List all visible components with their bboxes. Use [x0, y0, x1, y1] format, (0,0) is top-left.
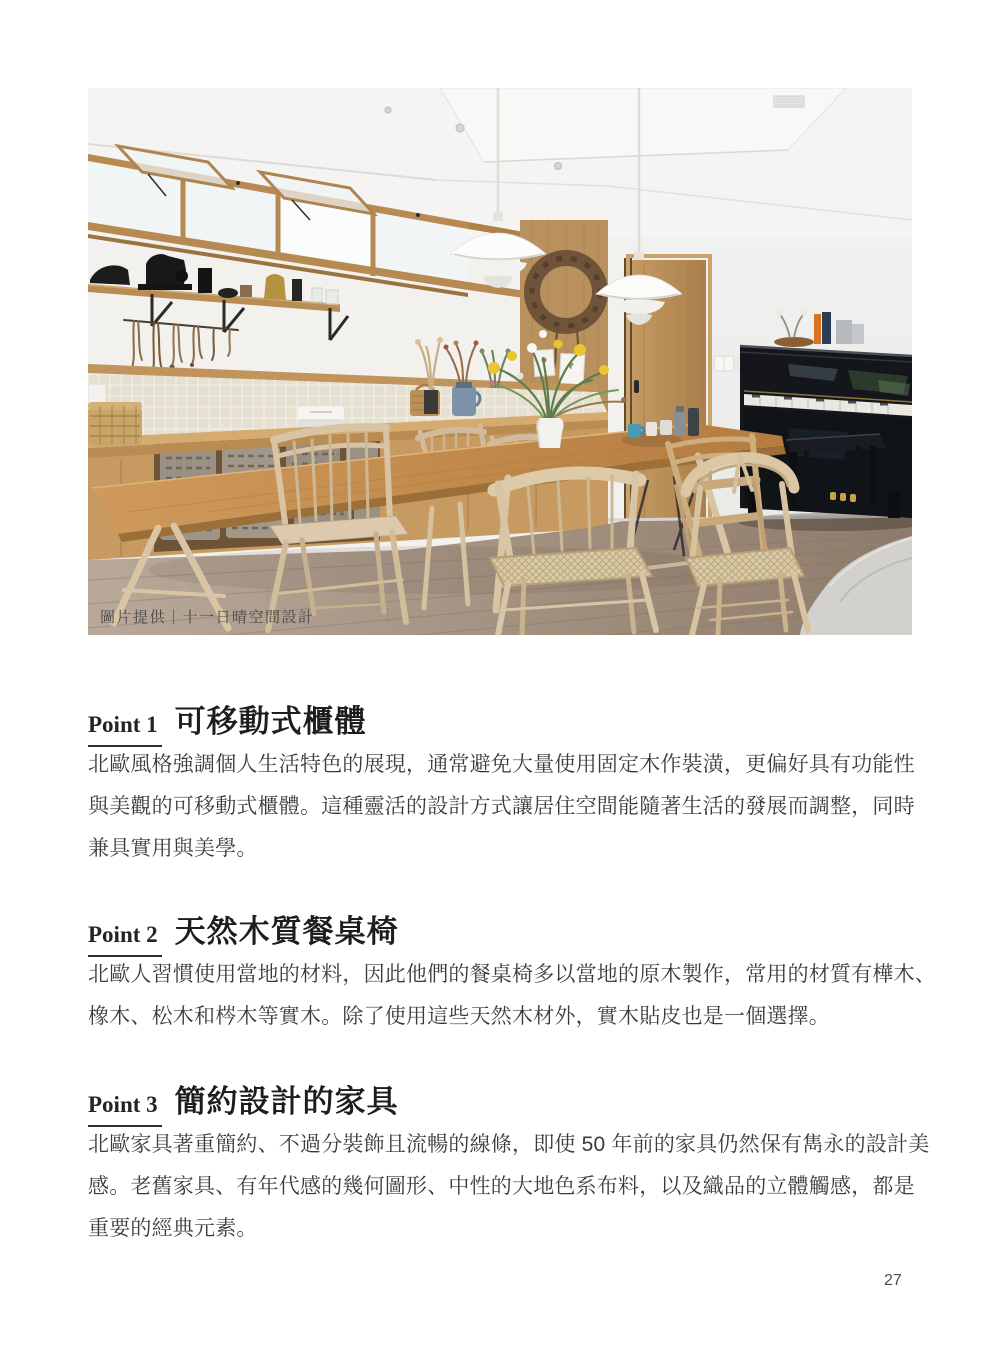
clay-cup [240, 285, 252, 297]
downlight [385, 107, 391, 113]
point-2-label: Point 2 [88, 922, 162, 957]
thermos [688, 408, 699, 436]
wooden-tray [774, 337, 814, 347]
glass-cup [326, 290, 338, 304]
point-3-heading [88, 1076, 399, 1127]
point-1-body [88, 744, 944, 870]
tissue-box [298, 406, 344, 427]
page-number: 27 [884, 1272, 902, 1289]
brass-pitcher [264, 274, 286, 300]
point-2-title: 天然木質餐桌椅 [174, 914, 399, 949]
body-line: 感。老舊家具、有年代感的幾何圖形、中性的大地色系布料，以及織品的立體觸感，都是 [88, 1175, 915, 1198]
point-3-title: 簡約設計的家具 [174, 1084, 399, 1119]
book [822, 312, 831, 344]
body-line: 北歐人習慣使用當地的材料，因此他們的餐桌椅多以當地的原木製作，常用的材質有樺木、 [88, 963, 936, 986]
point-2-heading [88, 906, 399, 957]
interior-photo [88, 88, 912, 635]
dining-room-scene [88, 88, 912, 635]
gray-box [836, 320, 852, 344]
body-line: 與美觀的可移動式櫃體。這種靈活的設計方式讓居住空間能隨著生活的發展而調整，同時 [88, 795, 915, 818]
black-vase [198, 268, 212, 293]
point-2-body [88, 954, 944, 1038]
rattan-basket [88, 402, 142, 446]
blue-mug [628, 424, 641, 437]
photo-credit: 圖片提供｜十一日晴空間設計 [100, 609, 315, 626]
point-3-label: Point 3 [88, 1092, 162, 1127]
book [814, 314, 821, 344]
downlight [555, 163, 562, 170]
white-mug [646, 422, 657, 436]
dark-vase [292, 279, 302, 301]
dark-bowl [218, 288, 238, 298]
white-vase [536, 418, 563, 448]
glass-cup [312, 288, 322, 302]
white-flower [527, 343, 537, 353]
body-line: 北歐家具著重簡約、不過分裝飾且流暢的線條，即使 50 年前的家具仍然保有雋永的設計美 [88, 1133, 930, 1156]
body-line: 重要的經典元素。 [88, 1217, 258, 1240]
body-line: 橡木、松木和梣木等實木。除了使用這些天然木材外，實木貼皮也是一個選擇。 [88, 1005, 830, 1028]
cotton-stem [777, 310, 783, 316]
point-1-label: Point 1 [88, 712, 162, 747]
downlight [456, 124, 464, 132]
body-line: 北歐風格強調個人生活特色的展現，通常避免大量使用固定木作裝潢，更偏好具有功能性 [88, 753, 915, 776]
body-line: 兼具實用與美學。 [88, 837, 258, 860]
point-3-body [88, 1124, 944, 1250]
door-handle [634, 380, 639, 393]
yellow-flower [488, 362, 500, 374]
point-1-title: 可移動式櫃體 [174, 704, 367, 739]
point-1-heading [88, 696, 367, 747]
steel-canister [674, 410, 686, 436]
